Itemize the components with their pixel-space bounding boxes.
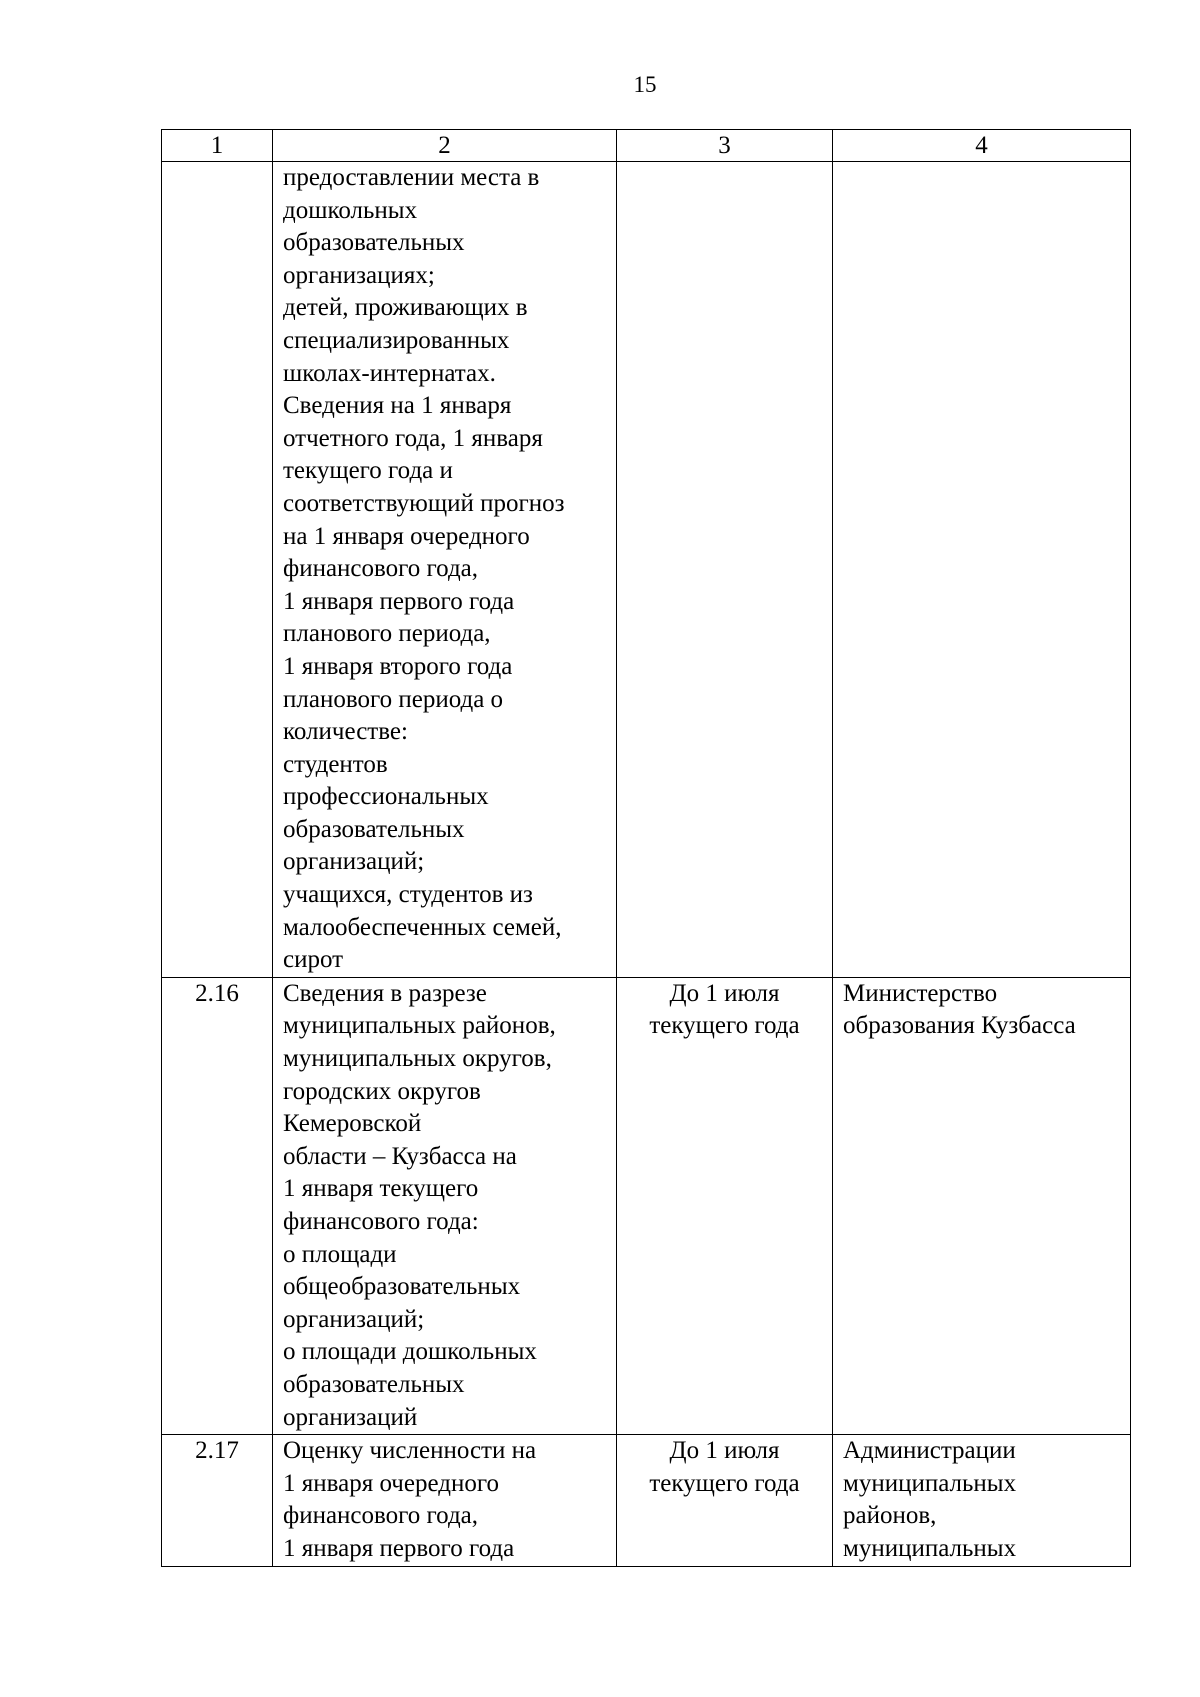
text-line: специализированных (283, 326, 510, 354)
text-line: дошкольных (283, 196, 418, 224)
row-number-cell: 2.17 (162, 1435, 273, 1566)
text-line: учащихся, студентов из (283, 881, 533, 909)
text-line: До 1 июля (669, 1437, 780, 1465)
text-line: организациях; (283, 261, 435, 289)
text-line: городских округов (283, 1077, 481, 1105)
text-line: муниципальных районов, (283, 1012, 556, 1040)
text-line: образования Кузбасса (843, 1012, 1076, 1040)
executor-cell (833, 1435, 1131, 1566)
header-col-3: 3 (617, 130, 833, 162)
header-row (162, 130, 1131, 162)
text-line: организаций; (283, 848, 425, 876)
description-cell (273, 1435, 617, 1566)
text-line: Оценку численности на (283, 1437, 537, 1465)
text-line: на 1 января очередного (283, 522, 530, 550)
description-cell (273, 162, 617, 978)
text-line: 1 января текущего (283, 1175, 479, 1203)
text-line: предоставлении места в (283, 164, 540, 191)
text-line: муниципальных (843, 1469, 1017, 1497)
table-body (162, 162, 1131, 1567)
text-line: До 1 июля (669, 979, 780, 1007)
text-line: Администрации (843, 1437, 1016, 1465)
row-number-cell (162, 162, 273, 978)
text-line: текущего года (649, 1012, 800, 1040)
document-table (161, 129, 1131, 1567)
text-line: организаций (283, 1403, 418, 1431)
text-line: образовательных (283, 815, 465, 843)
text-line: о площади (283, 1240, 397, 1268)
text-line: 1 января очередного (283, 1469, 499, 1497)
table-header (162, 130, 1131, 162)
text-line: школах-интернатах. (283, 359, 496, 387)
text-line: районов, (843, 1502, 937, 1530)
text-line: организаций; (283, 1305, 425, 1333)
text-line: общеобразовательных (283, 1273, 521, 1301)
text-line: 1 января первого года (283, 1534, 515, 1562)
text-line: образовательных (283, 229, 465, 257)
text-line: профессиональных (283, 783, 489, 811)
text-line: студентов (283, 750, 388, 778)
text-line: муниципальных округов, (283, 1045, 552, 1073)
text-line: отчетного года, 1 января (283, 424, 543, 452)
header-col-4: 4 (833, 130, 1131, 162)
description-cell (273, 977, 617, 1434)
text-line: соответствующий прогноз (283, 489, 565, 517)
text-line: текущего года и (283, 457, 453, 485)
text-line: финансового года, (283, 555, 479, 583)
table-row (162, 1435, 1131, 1566)
text-line: малообеспеченных семей, (283, 913, 562, 941)
executor-cell (833, 977, 1131, 1434)
text-line: области – Кузбасса на (283, 1142, 517, 1170)
text-line: 1 января второго года (283, 652, 513, 680)
deadline-cell (617, 1435, 833, 1566)
header-col-2: 2 (273, 130, 617, 162)
text-line: планового периода о (283, 685, 504, 713)
text-line: Кемеровской (283, 1110, 422, 1138)
text-line: планового периода, (283, 620, 491, 648)
text-line: Сведения в разрезе (283, 979, 487, 1007)
row-number-cell: 2.16 (162, 977, 273, 1434)
header-col-1: 1 (162, 130, 273, 162)
text-line: текущего года (649, 1469, 800, 1497)
text-line: детей, проживающих в (283, 294, 528, 322)
deadline-cell (617, 162, 833, 978)
text-line: финансового года, (283, 1502, 479, 1530)
text-line: образовательных (283, 1370, 465, 1398)
deadline-cell (617, 977, 833, 1434)
table-row (162, 162, 1131, 978)
text-line: о площади дошкольных (283, 1338, 537, 1366)
executor-cell (833, 162, 1131, 978)
text-line: сирот (283, 946, 344, 974)
text-line: муниципальных (843, 1534, 1017, 1562)
text-line: количестве: (283, 718, 408, 746)
text-line: Министерство (843, 979, 998, 1007)
table-row (162, 977, 1131, 1434)
text-line: 1 января первого года (283, 587, 515, 615)
page-number: 15 (633, 72, 657, 97)
text-line: Сведения на 1 января (283, 392, 512, 420)
text-line: финансового года: (283, 1208, 479, 1235)
